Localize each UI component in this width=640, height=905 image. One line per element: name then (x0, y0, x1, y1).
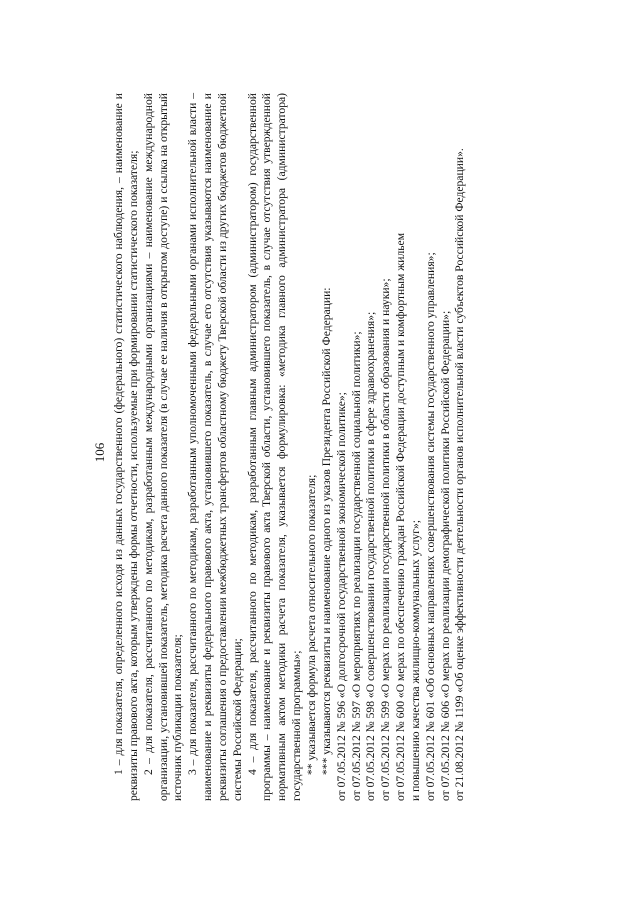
decree-601: от 07.05.2012 № 601 «Об основных направлениях совершенствования системы государственного управления»; (423, 252, 437, 801)
note-triple-star: *** указываются реквизиты и наименование одного из указов Президента Российской Федерации: (319, 287, 333, 775)
note-double-star: ** указывается формула расчета относительного показателя; (304, 474, 318, 775)
document-body (112, 93, 468, 801)
decree-599: от 07.05.2012 № 599 «О мерах по реализации государственной политики в области образования и науки»; (379, 278, 393, 801)
decree-598: от 07.05.2012 № 598 «О совершенствовании государственной политики в сфере здравоохранения»; (364, 311, 378, 801)
paragraph-4: 4 – для показателя, рассчитанного по методикам, разработанным главным администратором (администратором) государственной программы – наименование и реквизиты правового акта Тверской области, установившего показатель, в случае отсутствия утвержденной нормативным актом методики расчета показателя, указывается формулировка: «методика главного администратора (администратора) государственной программы»; (245, 93, 304, 801)
decree-1199: от 21.08.2012 № 1199 «Об оценке эффективности деятельности органов исполнительной власти субъектов Российской Федерации». (453, 148, 467, 801)
decree-600: от 07.05.2012 № 600 «О мерах по обеспечению граждан Российской Федерации доступным и комфортным жильем (394, 232, 408, 801)
paragraph-3: 3 – для показателя, рассчитанного по методикам, разработанным уполномоченными федеральными органами исполнительной власти – наименование и реквизиты федерального правового акта, установившего показатель, в случае его отсутствия указываются наименование и реквизиты соглашения о предоставлении межбюджетных трансфертов областному бюджету Тверской области из других бюджетов бюджетной системы Российской Федерации; (186, 93, 244, 801)
paragraph-1: 1 – для показателя, определенного исходя из данных государственного (федерального) статистического наблюдения, – наименование и реквизиты правового акта, которым утверждены формы отчетности, используемые при формировании статистического показателя; (112, 93, 140, 801)
paragraph-2: 2 – для показателя, рассчитанного по методикам, разработанным международными организациями – наименование международной организации, установившей показатель, методика расчета данного показателя (в случае ее наличия в открытом доступе) и ссылка на открытый источник публикации показателя; (141, 93, 185, 801)
decree-600-continuation: и повышению качества жилищно-коммунальных услуг»; (408, 520, 422, 801)
decree-606: от 07.05.2012 № 606 «О мерах по реализации демографической политики Российской Федерации»; (438, 310, 452, 801)
page-number: 106 (92, 442, 107, 463)
decree-597: от 07.05.2012 № 597 «О мероприятиях по реализации государственной социальной политики»; (349, 331, 363, 801)
decree-596: от 07.05.2012 № 596 «О долгосрочной государственной экономической политике»; (334, 392, 348, 801)
